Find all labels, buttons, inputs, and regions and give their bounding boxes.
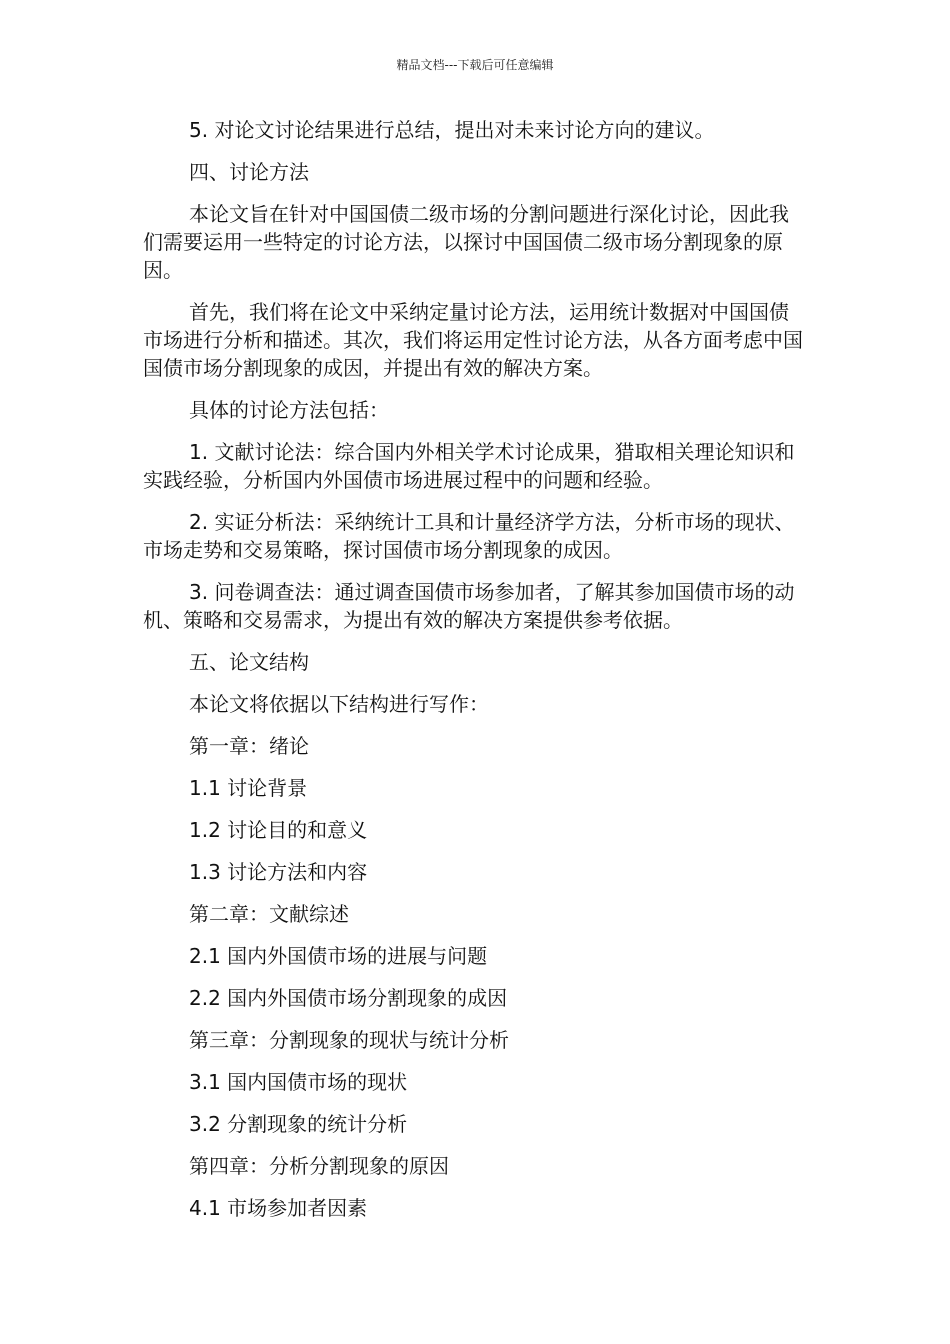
document-body: [143, 116, 807, 1236]
chapter-item-1-3: 1.3 讨论方法和内容: [189, 860, 368, 884]
chapter-item-1-1: 1.1 讨论背景: [189, 776, 308, 800]
methods-intro-paragraph: 本论文旨在针对中国国债二级市场的分割问题进行深化讨论，因此我们需要运用一些特定的讨论方法，以探讨中国国债二级市场分割现象的原因。: [143, 202, 789, 282]
chapter-2-heading: 第二章：文献综述: [189, 902, 349, 926]
chapter-item-2-1: 2.1 国内外国债市场的进展与问题: [189, 944, 488, 968]
summary-item-5: 5. 对论文讨论结果进行总结，提出对未来讨论方向的建议。: [189, 118, 715, 142]
chapter-item-1-2: 1.2 讨论目的和意义: [189, 818, 368, 842]
page-header: 精品文档---下载后可任意编辑: [396, 58, 554, 72]
structure-intro: 本论文将依据以下结构进行写作：: [189, 692, 489, 716]
methods-approach-paragraph: 首先，我们将在论文中采纳定量讨论方法，运用统计数据对中国国债市场进行分析和描述。其次，我们将运用定性讨论方法，从各方面考虑中国国债市场分割现象的成因，并提出有效的解决方案。: [143, 300, 803, 380]
method-item-empirical: 2. 实证分析法：采纳统计工具和计量经济学方法，分析市场的现状、市场走势和交易策略，探讨国债市场分割现象的成因。: [143, 510, 795, 562]
chapter-3-heading: 第三章：分割现象的现状与统计分析: [189, 1028, 509, 1052]
method-item-literature: 1. 文献讨论法：综合国内外相关学术讨论成果，猎取相关理论知识和实践经验，分析国内外国债市场进展过程中的问题和经验。: [143, 440, 795, 492]
chapter-item-3-2: 3.2 分割现象的统计分析: [189, 1112, 408, 1136]
chapter-1-heading: 第一章：绪论: [189, 734, 309, 758]
section-heading-methods: 四、讨论方法: [189, 160, 309, 184]
chapter-item-2-2: 2.2 国内外国债市场分割现象的成因: [189, 986, 508, 1010]
methods-list-lead: 具体的讨论方法包括：: [189, 398, 389, 422]
section-heading-structure: 五、论文结构: [189, 650, 309, 674]
chapter-item-3-1: 3.1 国内国债市场的现状: [189, 1070, 408, 1094]
method-item-survey: 3. 问卷调查法：通过调查国债市场参加者，了解其参加国债市场的动机、策略和交易需求，为提出有效的解决方案提供参考依据。: [143, 580, 795, 632]
chapter-item-4-1: 4.1 市场参加者因素: [189, 1196, 368, 1220]
chapter-4-heading: 第四章：分析分割现象的原因: [189, 1154, 449, 1178]
